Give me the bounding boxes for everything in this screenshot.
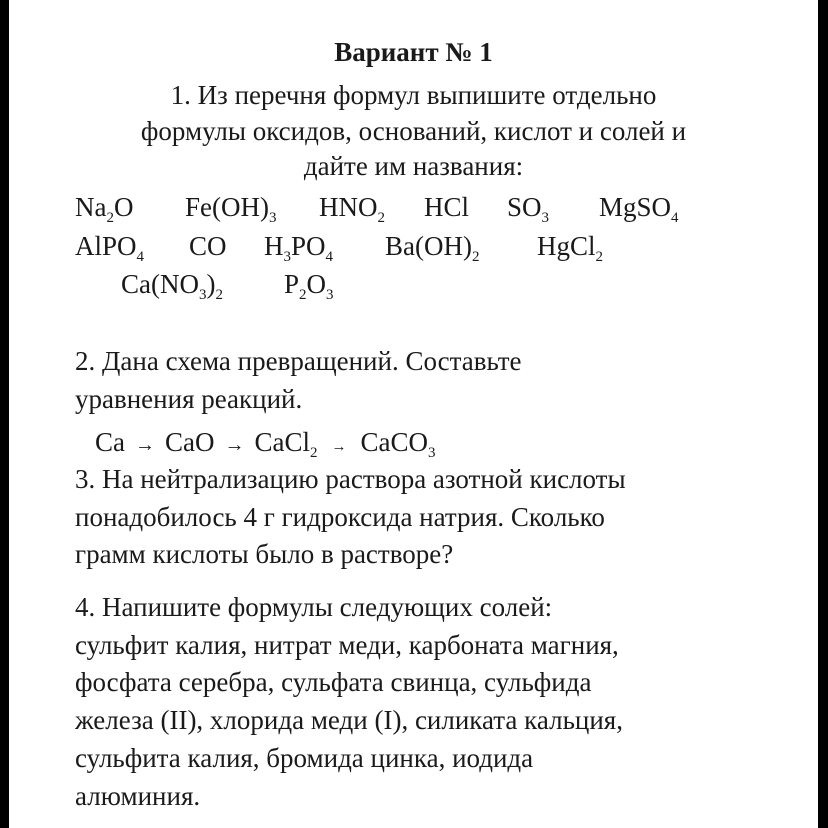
worksheet-page [9, 0, 818, 828]
task1-line3: дайте им названия: [303, 151, 524, 181]
task4-line4: железа (II), хлорида меди (I), силиката кальция, [75, 705, 623, 735]
task4-line3: фосфата серебра, сульфата свинца, сульфида [75, 667, 592, 697]
chain-arrow-3: → [331, 439, 347, 455]
formula-co: CO [189, 231, 227, 261]
formula-h3po4: $H_3PO_4$ [264, 231, 334, 265]
chain-caco3: CaCO$_3$ [360, 427, 436, 461]
chain-cao: CaO [165, 427, 215, 457]
formula-mgso4: MgSO$_4$ [599, 192, 679, 226]
formula-so3: $SO_3$ [507, 192, 550, 226]
task4-line2: сульфит калия, нитрат меди, карбоната магния, [75, 630, 619, 660]
task3-line2: понадобилось 4 г гидроксида натрия. Сколько [75, 502, 605, 532]
formula-feoh3: $Fe(OH)_3$ [185, 192, 277, 226]
formula-alpo4: AlPO$_4$ [75, 231, 145, 265]
chain-arrow-1: → [135, 434, 155, 456]
formula-cano32: $Ca(NO_3)_2$ [121, 269, 223, 303]
task3-line3: грамм кислоты было в растворе? [75, 539, 454, 569]
formula-hgcl2: HgCl$_2$ [537, 231, 604, 265]
chain-arrow-2: → [224, 434, 245, 456]
task4-line5: сульфита калия, бромида цинка, иодида [75, 743, 534, 773]
transformation-chain [95, 427, 436, 461]
task4-line6: алюминия. [75, 781, 201, 811]
task4-line1: 4. Напишите формулы следующих солей: [75, 592, 553, 622]
formula-baoh2: $Ba(OH)_2$ [385, 231, 480, 265]
task1-line1: 1. Из перечня формул выпишите отдельно [170, 80, 657, 110]
task2-line2: уравнения реакций. [75, 384, 303, 414]
variant-title: Вариант № 1 [334, 37, 493, 67]
chain-ca: Ca [95, 427, 125, 457]
formula-p2o3: $P_2O_3$ [284, 269, 334, 303]
formula-hno2: $HNO_2$ [319, 192, 385, 226]
task3-line1: 3. На нейтрализацию раствора азотной кислоты [75, 464, 626, 494]
task2-line1: 2. Дана схема превращений. Составьте [75, 346, 522, 376]
formula-na2o: $Na_2O$ [75, 192, 134, 226]
chain-cacl2: CaCl$_2$ [254, 427, 318, 461]
task1-line2: формулы оксидов, оснований, кислот и солей и [140, 116, 687, 146]
formula-hcl: HCl [424, 192, 470, 222]
